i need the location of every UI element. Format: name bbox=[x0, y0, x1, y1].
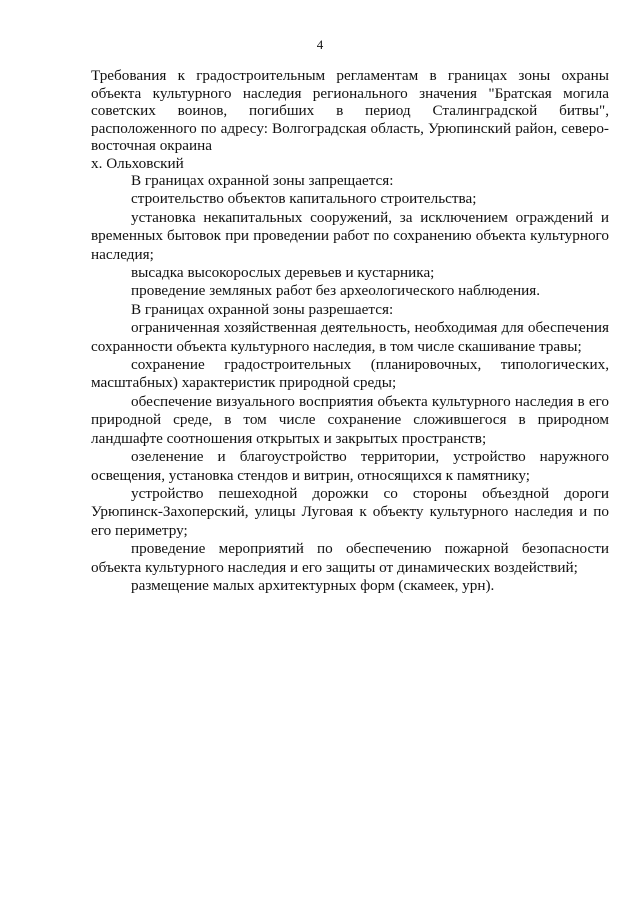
document-heading bbox=[91, 67, 609, 173]
paragraph-item: строительство объектов капитального строительства; bbox=[131, 190, 477, 208]
paragraph-item: озеленение и благоустройство территории, устройство наружного освещения, установка стендов и витрин, относящихся к памятнику; bbox=[91, 448, 609, 484]
paragraph-item: сохранение градостроительных (планировочных, типологических, масштабных) характеристик природной среды; bbox=[91, 356, 609, 392]
paragraph-item: устройство пешеходной дорожки со стороны объездной дороги Урюпинск-Захоперский, улицы Луговая к объекту культурного наследия и по его периметру; bbox=[91, 484, 609, 539]
page-number: 4 bbox=[316, 37, 324, 52]
document-body bbox=[91, 172, 609, 595]
paragraph-prohibited-intro: В границах охранной зоны запрещается: bbox=[131, 172, 394, 189]
paragraph-item: высадка высокорослых деревьев и кустарника; bbox=[131, 264, 435, 282]
heading-last-line: х. Ольховский bbox=[91, 154, 184, 172]
paragraph-item: установка некапитальных сооружений, за исключением ограждений и временных бытовок при проведении работ по сохранению объекта культурного наследия; bbox=[91, 208, 609, 263]
paragraph-item: ограниченная хозяйственная деятельность, необходимая для обеспечения сохранности объекта культурного наследия, в том числе скашивание травы; bbox=[91, 319, 609, 355]
heading-text: Требования к градостроительным регламентам в границах зоны охраны объекта культурного наследия регионального значения "Братская могила советских воинов, погибших в период Сталинградской битвы", расположенного по адресу: Волгоградская область, Урюпинский район, северо-восточная окраина bbox=[91, 67, 609, 155]
paragraph-item: обеспечение визуального восприятия объекта культурного наследия в его природной среде, в том числе сохранение сложившегося в природном ландшафте соотношения открытых и закрытых пространств; bbox=[91, 392, 609, 447]
paragraph-item: проведение земляных работ без археологического наблюдения. bbox=[131, 282, 541, 300]
paragraph-allowed-intro: В границах охранной зоны разрешается: bbox=[131, 300, 394, 318]
paragraph-item: размещение малых архитектурных форм (скамеек, урн). bbox=[131, 576, 495, 594]
paragraph-item: проведение мероприятий по обеспечению пожарной безопасности объекта культурного наследия и его защиты от динамических воздействий; bbox=[91, 540, 609, 576]
